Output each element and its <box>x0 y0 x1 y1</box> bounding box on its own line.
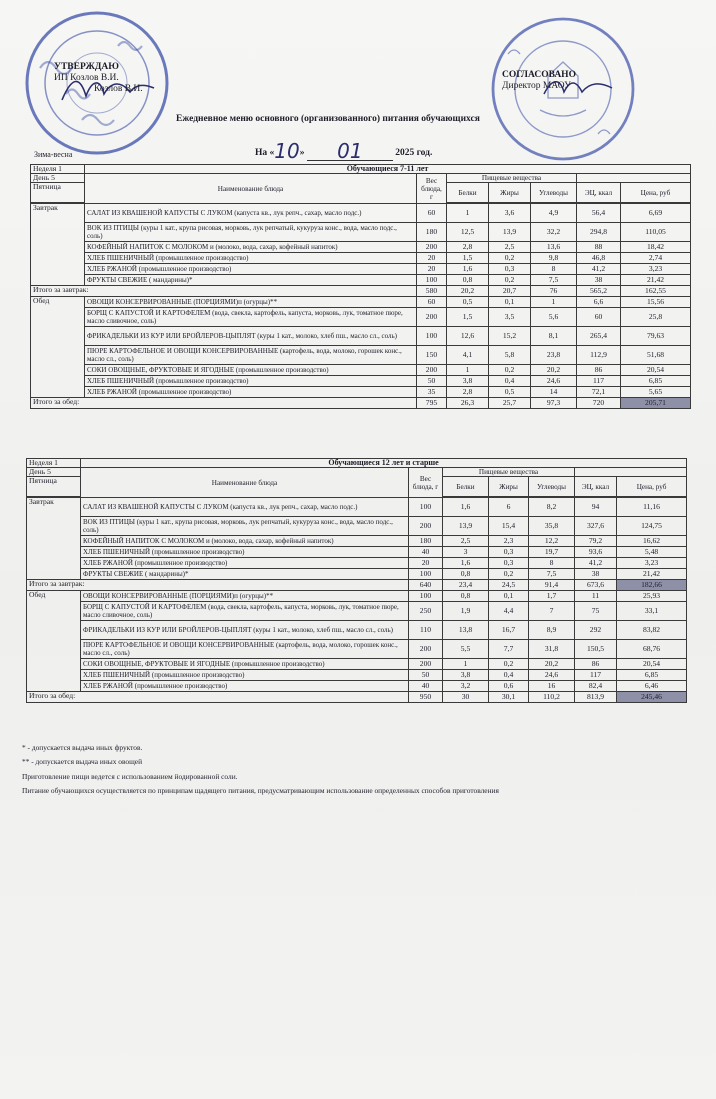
day-label: День 5 <box>31 174 85 183</box>
dish-carbs: 9,8 <box>531 253 577 264</box>
dish-price: 6,85 <box>617 670 687 681</box>
dish-weight: 200 <box>409 640 443 659</box>
agreement-line: Директор МАОУ <box>502 81 571 91</box>
dish-fat: 15,2 <box>489 327 531 346</box>
breakfast-item-row <box>27 536 687 547</box>
dish-protein: 1,6 <box>447 264 489 275</box>
menu-table-12-plus <box>26 458 687 703</box>
dish-weight: 100 <box>409 569 443 580</box>
lunch-label: Обед <box>27 591 81 692</box>
dish-name: ПЮРЕ КАРТОФЕЛЬНОЕ И ОВОЩИ КОНСЕРВИРОВАННЫЕ (картофель, вода, молоко, горошек конс., масло сл., соль) <box>85 346 417 365</box>
dish-energy: 46,8 <box>577 253 621 264</box>
dish-energy: 79,2 <box>575 536 617 547</box>
dish-fat: 2,5 <box>489 242 531 253</box>
dish-protein: 1 <box>447 365 489 376</box>
dish-fat: 3,5 <box>489 308 531 327</box>
dish-fat: 0,2 <box>489 253 531 264</box>
dish-name: ОВОЩИ КОНСЕРВИРОВАННЫЕ (ПОРЦИЯМИ)п (огурцы)** <box>81 591 409 602</box>
dish-protein: 1,5 <box>447 253 489 264</box>
total-price: 182,66 <box>617 580 687 591</box>
dish-weight: 100 <box>417 275 447 286</box>
breakfast-item-row <box>31 253 691 264</box>
dish-protein: 1 <box>447 204 489 223</box>
breakfast-item-row <box>27 558 687 569</box>
dish-weight: 150 <box>417 346 447 365</box>
date-mid: » <box>299 148 305 158</box>
lunch-item-row <box>31 308 691 327</box>
dish-carbs: 7,5 <box>531 275 577 286</box>
dish-energy: 94 <box>575 498 617 517</box>
dish-price: 33,1 <box>617 602 687 621</box>
dish-weight: 250 <box>409 602 443 621</box>
total-fat: 25,7 <box>489 398 531 409</box>
dish-weight: 40 <box>409 547 443 558</box>
breakfast-item-row <box>31 223 691 242</box>
dish-name: СОКИ ОВОЩНЫЕ, ФРУКТОВЫЕ И ЯГОДНЫЕ (промышленное производство) <box>85 365 417 376</box>
date-day: 10 <box>274 139 300 163</box>
breakfast-total-label: Итого за завтрак: <box>27 580 409 591</box>
dish-weight: 40 <box>409 681 443 692</box>
dish-protein: 13,8 <box>443 621 489 640</box>
dish-name: ФРУКТЫ СВЕЖИЕ ( мандарины)* <box>85 275 417 286</box>
lunch-item-row <box>31 376 691 387</box>
dish-name: САЛАТ ИЗ КВАШЕНОЙ КАПУСТЫ С ЛУКОМ (капуста кв., лук репч., сахар, масло подс.) <box>85 204 417 223</box>
dish-energy: 41,2 <box>575 558 617 569</box>
dish-protein: 1,6 <box>443 558 489 569</box>
dish-protein: 0,5 <box>447 297 489 308</box>
dish-weight: 200 <box>409 517 443 536</box>
dish-fat: 0,2 <box>489 275 531 286</box>
lunch-item-row <box>31 327 691 346</box>
dish-price: 124,75 <box>617 517 687 536</box>
dish-energy: 82,4 <box>575 681 617 692</box>
dish-carbs: 32,2 <box>531 223 577 242</box>
total-protein: 26,3 <box>447 398 489 409</box>
dish-fat: 5,8 <box>489 346 531 365</box>
dish-carbs: 16 <box>529 681 575 692</box>
group-title: Обучающиеся 7-11 лет <box>85 165 691 174</box>
dish-name: КОФЕЙНЫЙ НАПИТОК С МОЛОКОМ и (молоко, вода, сахар, кофейный напиток) <box>81 536 409 547</box>
lunch-item-row <box>31 387 691 398</box>
dish-price: 3,23 <box>617 558 687 569</box>
dish-price: 6,69 <box>621 204 691 223</box>
dish-protein: 1,5 <box>447 308 489 327</box>
dish-energy: 294,8 <box>577 223 621 242</box>
season-label: Зима-весна <box>34 150 73 159</box>
breakfast-item-row <box>31 204 691 223</box>
dish-carbs: 8,2 <box>529 498 575 517</box>
breakfast-total-label: Итого за завтрак: <box>31 286 417 297</box>
total-carbs: 97,3 <box>531 398 577 409</box>
dish-fat: 0,3 <box>489 264 531 275</box>
dish-name: БОРЩ С КАПУСТОЙ И КАРТОФЕЛЕМ (вода, свекла, картофель, капуста, морковь, лук, томатное пюре, масло сливочное, соль) <box>85 308 417 327</box>
total-weight: 795 <box>417 398 447 409</box>
lunch-item-row <box>27 602 687 621</box>
column-energy: ЭЦ, ккал <box>575 477 617 497</box>
date-year: 2025 год. <box>395 148 433 158</box>
lunch-item-row <box>27 670 687 681</box>
dish-energy: 86 <box>577 365 621 376</box>
total-fat: 20,7 <box>489 286 531 297</box>
dish-protein: 3,8 <box>443 670 489 681</box>
column-dish-name: Наименование блюда <box>85 174 417 204</box>
breakfast-label: Завтрак <box>31 204 85 286</box>
dish-carbs: 1 <box>531 297 577 308</box>
dish-price: 11,16 <box>617 498 687 517</box>
dish-carbs: 1,7 <box>529 591 575 602</box>
lunch-item-row <box>27 659 687 670</box>
menu-table-7-11 <box>30 164 691 409</box>
week-row <box>27 459 687 468</box>
dish-price: 5,48 <box>617 547 687 558</box>
total-price: 245,46 <box>617 692 687 703</box>
total-price: 205,71 <box>621 398 691 409</box>
dish-price: 16,62 <box>617 536 687 547</box>
weekday-label: Пятница <box>31 183 85 203</box>
dish-weight: 100 <box>409 591 443 602</box>
dish-name: САЛАТ ИЗ КВАШЕНОЙ КАПУСТЫ С ЛУКОМ (капуста кв., лук репч., сахар, масло подс.) <box>81 498 409 517</box>
approval-line: ИП Козлов В.И. <box>54 73 119 83</box>
dish-price: 110,05 <box>621 223 691 242</box>
breakfast-total-row <box>31 286 691 297</box>
dish-weight: 50 <box>409 670 443 681</box>
dish-protein: 0,8 <box>447 275 489 286</box>
blank-cell <box>575 468 687 477</box>
dish-price: 51,68 <box>621 346 691 365</box>
dish-protein: 4,1 <box>447 346 489 365</box>
breakfast-total-row <box>27 580 687 591</box>
total-carbs: 110,2 <box>529 692 575 703</box>
column-protein: Белки <box>443 477 489 497</box>
dish-energy: 75 <box>575 602 617 621</box>
dish-name: ХЛЕБ ПШЕНИЧНЫЙ (промышленное производство) <box>81 670 409 681</box>
lunch-label: Обед <box>31 297 85 398</box>
agreement-block <box>502 70 576 92</box>
breakfast-item-row <box>27 498 687 517</box>
dish-name: ХЛЕБ РЖАНОЙ (промышленное производство) <box>85 387 417 398</box>
dish-protein: 1 <box>443 659 489 670</box>
dish-fat: 0,2 <box>489 569 529 580</box>
dish-price: 21,42 <box>621 275 691 286</box>
dish-name: ХЛЕБ ПШЕНИЧНЫЙ (промышленное производство) <box>85 376 417 387</box>
dish-fat: 0,6 <box>489 681 529 692</box>
lunch-total-label: Итого за обед: <box>31 398 417 409</box>
dish-energy: 11 <box>575 591 617 602</box>
footnote-diet: Питание обучающихся осуществляется по принципам щадящего питания, предусматривающим использование определенных способов приготовления <box>22 786 499 795</box>
dish-name: БОРЩ С КАПУСТОЙ И КАРТОФЕЛЕМ (вода, свекла, картофель, капуста, морковь, лук, томатное пюре, масло сливочное, соль) <box>81 602 409 621</box>
dish-weight: 200 <box>417 308 447 327</box>
dish-protein: 0,8 <box>443 569 489 580</box>
column-dish-name: Наименование блюда <box>81 468 409 498</box>
dish-fat: 4,4 <box>489 602 529 621</box>
dish-fat: 16,7 <box>489 621 529 640</box>
dish-price: 6,85 <box>621 376 691 387</box>
dish-weight: 200 <box>417 365 447 376</box>
column-nutrients: Пищевые вещества <box>443 468 575 477</box>
approval-block <box>54 62 143 95</box>
dish-price: 68,76 <box>617 640 687 659</box>
dish-carbs: 8,9 <box>529 621 575 640</box>
dish-price: 21,42 <box>617 569 687 580</box>
dish-carbs: 7 <box>529 602 575 621</box>
total-fat: 24,5 <box>489 580 529 591</box>
dish-name: ХЛЕБ ПШЕНИЧНЫЙ (промышленное производство) <box>81 547 409 558</box>
dish-protein: 13,9 <box>443 517 489 536</box>
breakfast-item-row <box>31 275 691 286</box>
dish-carbs: 8 <box>531 264 577 275</box>
dish-energy: 88 <box>577 242 621 253</box>
dish-name: ХЛЕБ РЖАНОЙ (промышленное производство) <box>81 681 409 692</box>
total-energy: 673,6 <box>575 580 617 591</box>
dish-carbs: 20,2 <box>529 659 575 670</box>
dish-energy: 292 <box>575 621 617 640</box>
dish-price: 2,74 <box>621 253 691 264</box>
dish-protein: 2,5 <box>443 536 489 547</box>
dish-energy: 117 <box>575 670 617 681</box>
footnote-vegetables: ** - допускается выдача иных овощей <box>22 757 143 766</box>
dish-name: ХЛЕБ РЖАНОЙ (промышленное производство) <box>85 264 417 275</box>
dish-weight: 200 <box>417 242 447 253</box>
date-line <box>255 136 432 161</box>
total-weight: 640 <box>409 580 443 591</box>
dish-weight: 60 <box>417 297 447 308</box>
column-price: Цена, руб <box>621 183 691 203</box>
total-weight: 950 <box>409 692 443 703</box>
dish-carbs: 20,2 <box>531 365 577 376</box>
column-weight: Вес блюда, г <box>409 468 443 498</box>
dish-fat: 0,3 <box>489 558 529 569</box>
dish-carbs: 24,6 <box>529 670 575 681</box>
total-energy: 565,2 <box>577 286 621 297</box>
dish-name: ХЛЕБ РЖАНОЙ (промышленное производство) <box>81 558 409 569</box>
agreement-title: СОГЛАСОВАНО <box>502 70 576 80</box>
page-title: Ежедневное меню основного (организованного) питания обучающихся <box>176 114 480 124</box>
total-carbs: 91,4 <box>529 580 575 591</box>
dish-energy: 60 <box>577 308 621 327</box>
dish-fat: 0,4 <box>489 670 529 681</box>
column-carbs: Углеводы <box>529 477 575 497</box>
total-energy: 720 <box>577 398 621 409</box>
dish-weight: 60 <box>417 204 447 223</box>
dish-carbs: 13,6 <box>531 242 577 253</box>
dish-weight: 35 <box>417 387 447 398</box>
date-prefix: На « <box>255 148 275 158</box>
dish-price: 83,82 <box>617 621 687 640</box>
dish-name: ФРИКАДЕЛЬКИ ИЗ КУР ИЛИ БРОЙЛЕРОВ-ЦЫПЛЯТ (куры 1 кат., молоко, хлеб пш., масло сл., соль) <box>85 327 417 346</box>
lunch-item-row <box>27 591 687 602</box>
dish-fat: 15,4 <box>489 517 529 536</box>
dish-fat: 3,6 <box>489 204 531 223</box>
column-carbs: Углеводы <box>531 183 577 203</box>
dish-protein: 12,6 <box>447 327 489 346</box>
approval-title: УТВЕРЖДАЮ <box>54 62 119 72</box>
dish-weight: 100 <box>417 327 447 346</box>
dish-energy: 117 <box>577 376 621 387</box>
dish-protein: 3 <box>443 547 489 558</box>
dish-weight: 200 <box>409 659 443 670</box>
dish-energy: 41,2 <box>577 264 621 275</box>
dish-fat: 6 <box>489 498 529 517</box>
dish-weight: 180 <box>409 536 443 547</box>
breakfast-item-row <box>27 569 687 580</box>
week-row <box>31 165 691 174</box>
dish-fat: 0,1 <box>489 591 529 602</box>
lunch-item-row <box>27 681 687 692</box>
total-protein: 20,2 <box>447 286 489 297</box>
dish-weight: 100 <box>409 498 443 517</box>
dish-fat: 13,9 <box>489 223 531 242</box>
date-month: 01 <box>337 139 363 163</box>
dish-name: ВОК ИЗ ПТИЦЫ (куры 1 кат., крупа рисовая, морковь, лук репчатый, кукуруза конс., вода, масло подс., соль) <box>85 223 417 242</box>
dish-carbs: 19,7 <box>529 547 575 558</box>
dish-carbs: 7,5 <box>529 569 575 580</box>
column-fat: Жиры <box>489 477 529 497</box>
dish-name: ПЮРЕ КАРТОФЕЛЬНОЕ И ОВОЩИ КОНСЕРВИРОВАННЫЕ (картофель, вода, молоко, горошек конс., масло сл., соль) <box>81 640 409 659</box>
dish-energy: 112,9 <box>577 346 621 365</box>
dish-price: 5,65 <box>621 387 691 398</box>
total-price: 162,55 <box>621 286 691 297</box>
breakfast-item-row <box>27 517 687 536</box>
dish-weight: 180 <box>417 223 447 242</box>
lunch-total-row <box>27 692 687 703</box>
dish-energy: 265,4 <box>577 327 621 346</box>
lunch-item-row <box>31 297 691 308</box>
dish-protein: 12,5 <box>447 223 489 242</box>
dish-weight: 20 <box>417 253 447 264</box>
dish-energy: 72,1 <box>577 387 621 398</box>
dish-fat: 0,5 <box>489 387 531 398</box>
dish-price: 79,63 <box>621 327 691 346</box>
total-protein: 30 <box>443 692 489 703</box>
dish-energy: 93,6 <box>575 547 617 558</box>
dish-name: ВОК ИЗ ПТИЦЫ (куры 1 кат., крупа рисовая, морковь, лук репчатый, кукуруза конс., вода, масло подс., соль) <box>81 517 409 536</box>
footnote-fruit: * - допускается выдача иных фруктов. <box>22 743 143 752</box>
lunch-item-row <box>31 365 691 376</box>
dish-name: ОВОЩИ КОНСЕРВИРОВАННЫЕ (ПОРЦИЯМИ)п (огурцы)** <box>85 297 417 308</box>
dish-price: 18,42 <box>621 242 691 253</box>
dish-carbs: 23,8 <box>531 346 577 365</box>
breakfast-item-row <box>31 264 691 275</box>
dish-fat: 0,3 <box>489 547 529 558</box>
dish-fat: 7,7 <box>489 640 529 659</box>
lunch-item-row <box>31 346 691 365</box>
lunch-item-row <box>27 640 687 659</box>
dish-name: КОФЕЙНЫЙ НАПИТОК С МОЛОКОМ и (молоко, вода, сахар, кофейный напиток) <box>85 242 417 253</box>
dish-fat: 0,2 <box>489 365 531 376</box>
breakfast-item-row <box>31 242 691 253</box>
blank-cell <box>577 174 691 183</box>
week-label: Неделя 1 <box>31 165 85 174</box>
total-energy: 813,9 <box>575 692 617 703</box>
dish-price: 25,8 <box>621 308 691 327</box>
dish-carbs: 12,2 <box>529 536 575 547</box>
dish-price: 3,23 <box>621 264 691 275</box>
dish-energy: 150,5 <box>575 640 617 659</box>
total-protein: 23,4 <box>443 580 489 591</box>
dish-fat: 0,2 <box>489 659 529 670</box>
dish-weight: 50 <box>417 376 447 387</box>
dish-energy: 38 <box>575 569 617 580</box>
dish-protein: 0,8 <box>443 591 489 602</box>
dish-energy: 86 <box>575 659 617 670</box>
dish-protein: 2,8 <box>447 242 489 253</box>
dish-price: 20,54 <box>617 659 687 670</box>
dish-carbs: 31,8 <box>529 640 575 659</box>
dish-protein: 3,2 <box>443 681 489 692</box>
dish-energy: 56,4 <box>577 204 621 223</box>
dish-fat: 0,4 <box>489 376 531 387</box>
dish-price: 15,56 <box>621 297 691 308</box>
dish-price: 6,46 <box>617 681 687 692</box>
day-label: День 5 <box>27 468 81 477</box>
dish-price: 25,93 <box>617 591 687 602</box>
lunch-total-label: Итого за обед: <box>27 692 409 703</box>
dish-protein: 1,9 <box>443 602 489 621</box>
weekday-label: Пятница <box>27 477 81 497</box>
approval-signer: Козлов В.И. <box>94 84 143 94</box>
column-nutrients: Пищевые вещества <box>447 174 577 183</box>
dish-carbs: 24,6 <box>531 376 577 387</box>
dish-name: ФРУКТЫ СВЕЖИЕ ( мандарины)* <box>81 569 409 580</box>
group-title: Обучающиеся 12 лет и старше <box>81 459 687 468</box>
column-price: Цена, руб <box>617 477 687 497</box>
dish-weight: 20 <box>409 558 443 569</box>
dish-energy: 327,6 <box>575 517 617 536</box>
column-energy: ЭЦ, ккал <box>577 183 621 203</box>
footnote-salt: Приготовление пищи ведется с использованием йодированной соли. <box>22 772 238 781</box>
dish-carbs: 14 <box>531 387 577 398</box>
breakfast-label: Завтрак <box>27 498 81 580</box>
lunch-total-row <box>31 398 691 409</box>
total-carbs: 76 <box>531 286 577 297</box>
day-row <box>31 174 691 183</box>
dish-energy: 6,6 <box>577 297 621 308</box>
dish-carbs: 8,1 <box>531 327 577 346</box>
column-weight: Вес блюда, г <box>417 174 447 204</box>
column-fat: Жиры <box>489 183 531 203</box>
dish-fat: 2,3 <box>489 536 529 547</box>
total-fat: 30,1 <box>489 692 529 703</box>
dish-weight: 110 <box>409 621 443 640</box>
dish-name: ХЛЕБ ПШЕНИЧНЫЙ (промышленное производство) <box>85 253 417 264</box>
dish-weight: 20 <box>417 264 447 275</box>
dish-name: СОКИ ОВОЩНЫЕ, ФРУКТОВЫЕ И ЯГОДНЫЕ (промышленное производство) <box>81 659 409 670</box>
dish-carbs: 5,6 <box>531 308 577 327</box>
column-protein: Белки <box>447 183 489 203</box>
dish-name: ФРИКАДЕЛЬКИ ИЗ КУР ИЛИ БРОЙЛЕРОВ-ЦЫПЛЯТ (куры 1 кат., молоко, хлеб пш., масло сл., соль) <box>81 621 409 640</box>
dish-energy: 38 <box>577 275 621 286</box>
dish-fat: 0,1 <box>489 297 531 308</box>
dish-protein: 5,5 <box>443 640 489 659</box>
dish-protein: 1,6 <box>443 498 489 517</box>
dish-carbs: 4,9 <box>531 204 577 223</box>
week-label: Неделя 1 <box>27 459 81 468</box>
dish-protein: 3,8 <box>447 376 489 387</box>
dish-carbs: 35,8 <box>529 517 575 536</box>
day-row <box>27 468 687 477</box>
dish-protein: 2,8 <box>447 387 489 398</box>
dish-price: 20,54 <box>621 365 691 376</box>
dish-carbs: 8 <box>529 558 575 569</box>
total-weight: 580 <box>417 286 447 297</box>
lunch-item-row <box>27 621 687 640</box>
breakfast-item-row <box>27 547 687 558</box>
